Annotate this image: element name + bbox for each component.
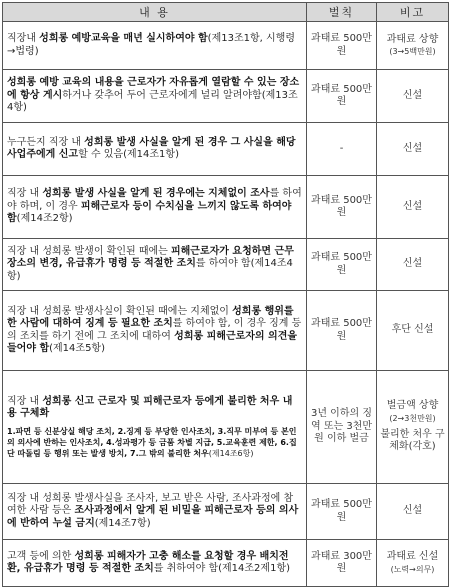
row-penalty: 과태료 500만원 xyxy=(307,70,377,123)
row-note: 벌금액 상향 (2→3천만원) 불리한 처우 구체화(각호) xyxy=(377,371,449,484)
row-penalty: 과태료 500만원 xyxy=(307,239,377,291)
row-content: 직장 내 성희롱 발생 사실을 알게 된 경우에는 지체없이 조사를 하여야 하며, 이 경우 피해근로자 등이 수치심을 느끼지 않도록 하여야 함(제14조2항) xyxy=(3,176,307,239)
table-row xyxy=(3,484,449,540)
table-row xyxy=(3,22,449,70)
table-row xyxy=(3,540,449,587)
row-note: 과태료 상향 (3→5백만원) xyxy=(377,22,449,70)
row-content: 누구든지 직장 내 성희롱 발생 사실을 알게 된 경우 그 사실을 해당 사업주에게 신고할 수 있음(제14조1항) xyxy=(3,123,307,176)
table-header-row xyxy=(3,3,449,22)
row-content: 성희롱 예방 교육의 내용을 근로자가 자유롭게 열람할 수 있는 장소에 항상 게시하거나 갖추어 두어 근로자에게 널리 알려야함(제13조4항) xyxy=(3,70,307,123)
table-row xyxy=(3,239,449,291)
row-note: 신설 xyxy=(377,239,449,291)
table-row xyxy=(3,291,449,371)
row-note: 신설 xyxy=(377,484,449,540)
header-penalty: 벌칙 xyxy=(307,3,377,22)
row-penalty: 과태료 500만원 xyxy=(307,484,377,540)
row-penalty: 과태료 500만원 xyxy=(307,22,377,70)
row-penalty: 과태료 500만원 xyxy=(307,176,377,239)
row-content: 직장 내 성희롱 발생사실이 확인된 때에는 지체없이 성희롱 행위를 한 사람에 대하여 징계 등 필요한 조치를 하여야 함, 이 경우 징계 등의 조치를 하기 전에 그 조치에 대하여 성희롱 피해근로자의 의견을 들어야 함(제14조5항) xyxy=(3,291,307,371)
row-penalty: - xyxy=(307,123,377,176)
row-note: 신설 xyxy=(377,123,449,176)
row-note: 신설 xyxy=(377,70,449,123)
row-penalty: 3년 이하의 징역 또는 3천만원 이하 벌금 xyxy=(307,371,377,484)
table-row xyxy=(3,123,449,176)
row-content: 직장 내 성희롱 발생사실을 조사자, 보고 받은 사람, 조사과정에 참여한 사람 등은 조사과정에서 알게 된 비밀을 피해근로자 등의 의사에 반하여 누설 금지(제14조7항) xyxy=(3,484,307,540)
table-row xyxy=(3,176,449,239)
row-note: 과태료 신설 (노력→의무) xyxy=(377,540,449,587)
row-content: 직장내 성희롱 예방교육을 매년 실시하여야 함(제13조1항, 시행령→법령) xyxy=(3,22,307,70)
row-penalty: 과태료 300만원 xyxy=(307,540,377,587)
header-note: 비고 xyxy=(377,3,449,22)
row-penalty: 과태료 500만원 xyxy=(307,291,377,371)
row-content: 직장 내 성희롱 신고 근로자 및 피해근로자 등에게 불리한 처우 내용 구체화 1.파면 등 신분상실 해당 조치, 2.징계 등 부당한 인사조치, 3.직무 미부여 등 본인의 의사에 반하는 인사조치, 4.성과평가 등 금품 차별 지급, 5.교육훈련 제한, 6.집단 따돌림 등 행위 또는 발생 방치, 7.그 밖의 불리한 처우(제14조6항) xyxy=(3,371,307,484)
row-note: 후단 신설 xyxy=(377,291,449,371)
header-content: 내 용 xyxy=(3,3,307,22)
row-content: 고객 등에 의한 성희롱 피해자가 고충 해소를 요청할 경우 배치전환, 유급휴가 명령 등 적절한 조치를 취하여야 함(제14조2제1항) xyxy=(3,540,307,587)
row-content: 직장 내 성희롱 발생이 확인된 때에는 피해근로자가 요청하면 근무장소의 변경, 유급휴가 명령 등 적절한 조치를 하여야 함(제14조4항) xyxy=(3,239,307,291)
regulation-table xyxy=(2,2,449,587)
table-row xyxy=(3,371,449,484)
disadvantage-list: 1.파면 등 신분상실 해당 조치, 2.징계 등 부당한 인사조치, 3.직무 미부여 등 본인의 의사에 반하는 인사조치, 4.성과평가 등 금품 차별 지급, 5.교육훈련 제한, 6.집단 따돌림 등 행위 또는 발생 방치, 7.그 밖의 불리한 처우(제14조6항) xyxy=(7,426,297,458)
table-row xyxy=(3,70,449,123)
row-note: 신설 xyxy=(377,176,449,239)
